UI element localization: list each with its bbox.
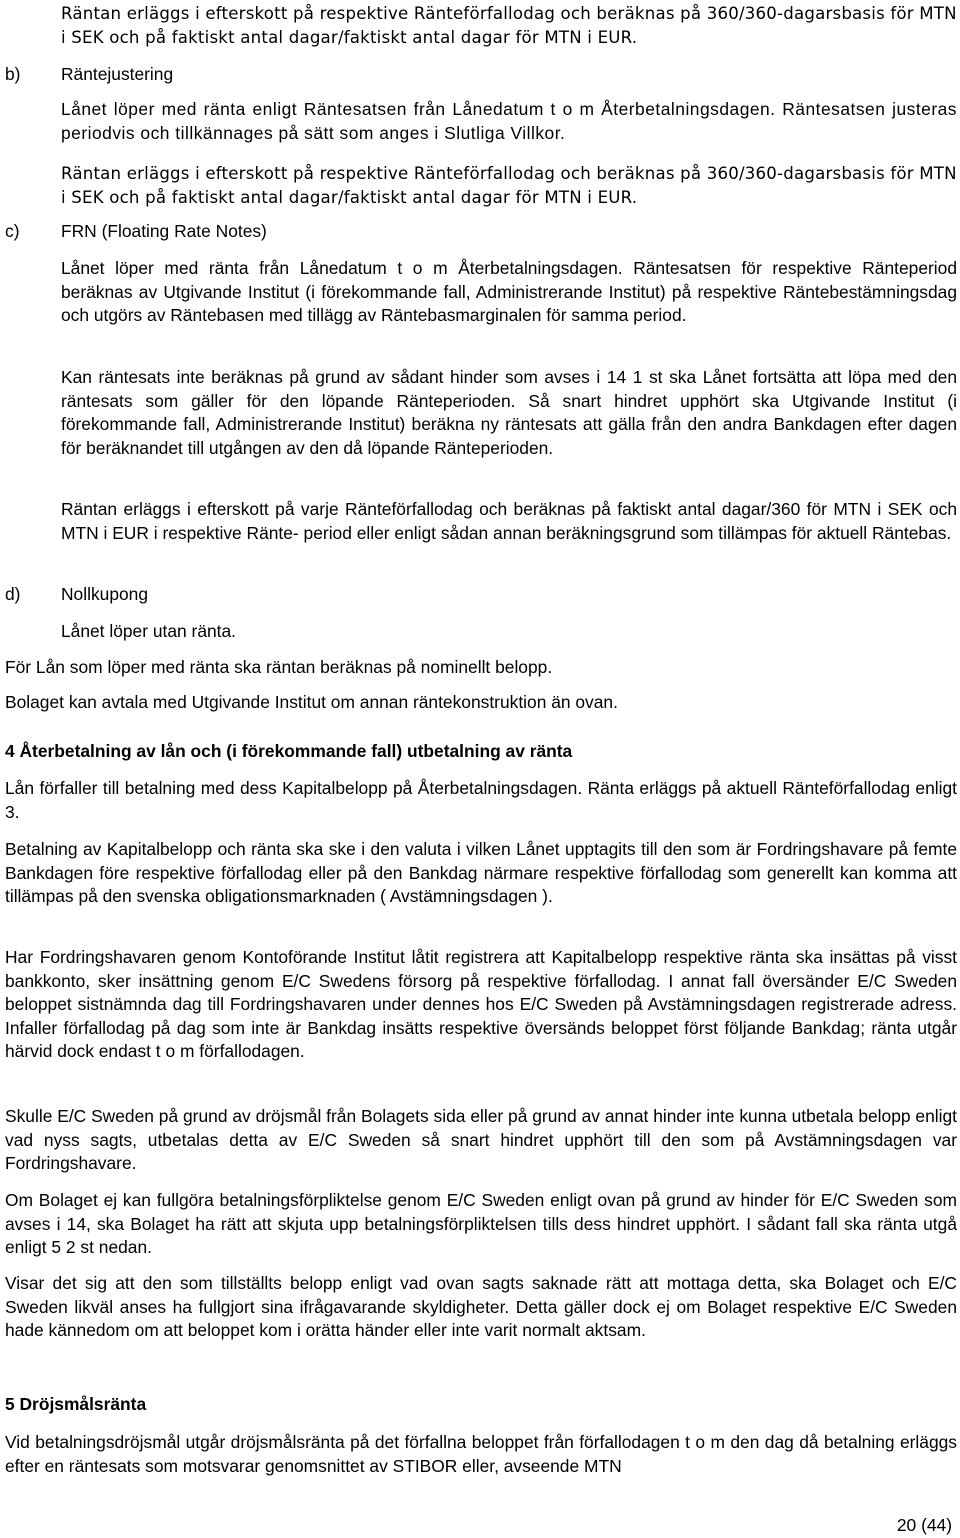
paragraph-hinder: Om Bolaget ej kan fullgöra betalningsförpliktelse genom E/C Sweden enligt ovan på grund av hinder för E/C Sweden som avses i 14, ska Bolaget ha rätt att skjuta upp betalningsförpliktelsen tills dess hindret upphört. I sådant fall ska ränta utgå enligt 5 2 st nedan.: [5, 1190, 957, 1257]
paragraph-frn-rate: Lånet löper med ränta från Lånedatum t o m Återbetalningsdagen. Räntesatsen för respektive Ränteperiod beräknas av Utgivande Institut (i förekommande fall, Administrerande Institut) på respektive Räntebestämningsdag och utgörs av Räntebasen med tillägg av Räntebasmarginalen för samma period.: [61, 258, 957, 325]
item-title-nollkupong: Nollkupong: [61, 584, 149, 604]
paragraph-frn-payment: Räntan erläggs i efterskott på varje Ränteförfallodag och beräknas på faktiskt antal dagar/360 för MTN i SEK och MTN i EUR i respektive Ränte- period eller enligt sådan annan beräkningsgrund som tillämpas för aktuell Räntebas.: [61, 499, 957, 543]
item-title-frn: FRN (Floating Rate Notes): [61, 221, 267, 241]
paragraph-interest-basis-1: Räntan erläggs i efterskott på respektive Ränteförfallodag och beräknas på 360/360-dagarsbasis för MTN i SEK och på faktiskt antal dagar/faktiskt antal dagar för MTN i EUR.: [61, 4, 957, 47]
paragraph-payment-currency: Betalning av Kapitalbelopp och ränta ska ske i den valuta i vilken Lånet upptagits till den som är Fordringshavare på femte Bankdagen före respektive förfallodag eller på den Bankdag närmare respektive förfallodag som generellt kan komma att tillämpas på den svenska obligationsmarknaden ( Avstämningsdagen ).: [5, 839, 957, 906]
paragraph-nominal-amount: För Lån som löper med ränta ska räntan beräknas på nominellt belopp.: [5, 657, 553, 677]
paragraph-bank-account: Har Fordringshavaren genom Kontoförande Institut låtit registrera att Kapitalbelopp respektive ränta ska insättas på visst bankkonto, sker insättning genom E/C Swedens försorg på respektive förfallodag. I annat fall översänder E/C Sweden beloppet sistnämnda dag till Fordringshavaren under dennes hos E/C Sweden på Avstämningsdagen registrerade adress. Infaller förfallodag på dag som inte är Bankdag insätts respektive översänds beloppet först följande Bankdag; ränta utgår härvid dock endast t o m förfallodagen.: [5, 947, 957, 1061]
item-title-rantejustering: Räntejustering: [61, 64, 174, 84]
list-marker-d: d): [5, 584, 21, 604]
section-heading-5: 5 Dröjsmålsränta: [5, 1394, 147, 1414]
paragraph-delay-ec-sweden: Skulle E/C Sweden på grund av dröjsmål från Bolagets sida eller på grund av annat hinder inte kunna utbetala belopp enligt vad nyss sagts, utbetalas detta av E/C Sweden så snart hindret upphört till den som på Avstämningsdagen var Fordringshavare.: [5, 1106, 957, 1173]
section-heading-4: 4 Återbetalning av lån och (i förekommande fall) utbetalning av ränta: [5, 741, 573, 761]
page-number: 20 (44): [896, 1515, 952, 1535]
paragraph-nollkupong: Lånet löper utan ränta.: [61, 621, 237, 641]
paragraph-other-construction: Bolaget kan avtala med Utgivande Institut om annan räntekonstruktion än ovan.: [5, 692, 618, 712]
paragraph-rantejustering: Lånet löper med ränta enligt Räntesatsen från Lånedatum t o m Återbetalningsdagen. Räntesatsen justeras periodvis och tillkännages på sätt som anges i Slutliga Villkor.: [61, 99, 957, 143]
paragraph-wrong-recipient: Visar det sig att den som tillställts belopp enligt vad ovan sagts saknade rätt att mottaga detta, ska Bolaget och E/C Sweden likväl anses ha fullgjort sina ifrågavarande skyldigheter. Detta gäller dock ej om Bolaget respektive E/C Sweden hade kännedom om att beloppet kom i orätta händer eller inte varit normalt aktsam.: [5, 1273, 957, 1340]
list-marker-c: c): [5, 221, 20, 241]
paragraph-penalty-interest: Vid betalningsdröjsmål utgår dröjsmålsränta på det förfallna beloppet från förfallodagen t o m den dag då betalning erläggs efter en räntesats som motsvarar genomsnittet av STIBOR eller, avseende MTN: [5, 1432, 957, 1476]
list-marker-b: b): [5, 64, 21, 84]
paragraph-frn-hinder: Kan räntesats inte beräknas på grund av sådant hinder som avses i 14 1 st ska Lånet fortsätta att löpa med den räntesats som gäller för den löpande Ränteperioden. Så snart hindret upphört ska Utgivande Institut (i förekommande fall, Administrerande Institut) beräkna ny räntesats att gälla från den andra Bankdagen efter dagen för beräknandet till utgången av den då löpande Ränteperioden.: [61, 367, 957, 458]
paragraph-repayment: Lån förfaller till betalning med dess Kapitalbelopp på Återbetalningsdagen. Ränta erläggs på aktuell Ränteförfallodag enligt 3.: [5, 778, 957, 822]
paragraph-interest-basis-2: Räntan erläggs i efterskott på respektive Ränteförfallodag och beräknas på 360/360-dagarsbasis för MTN i SEK och på faktiskt antal dagar/faktiskt antal dagar för MTN i EUR.: [61, 164, 957, 207]
